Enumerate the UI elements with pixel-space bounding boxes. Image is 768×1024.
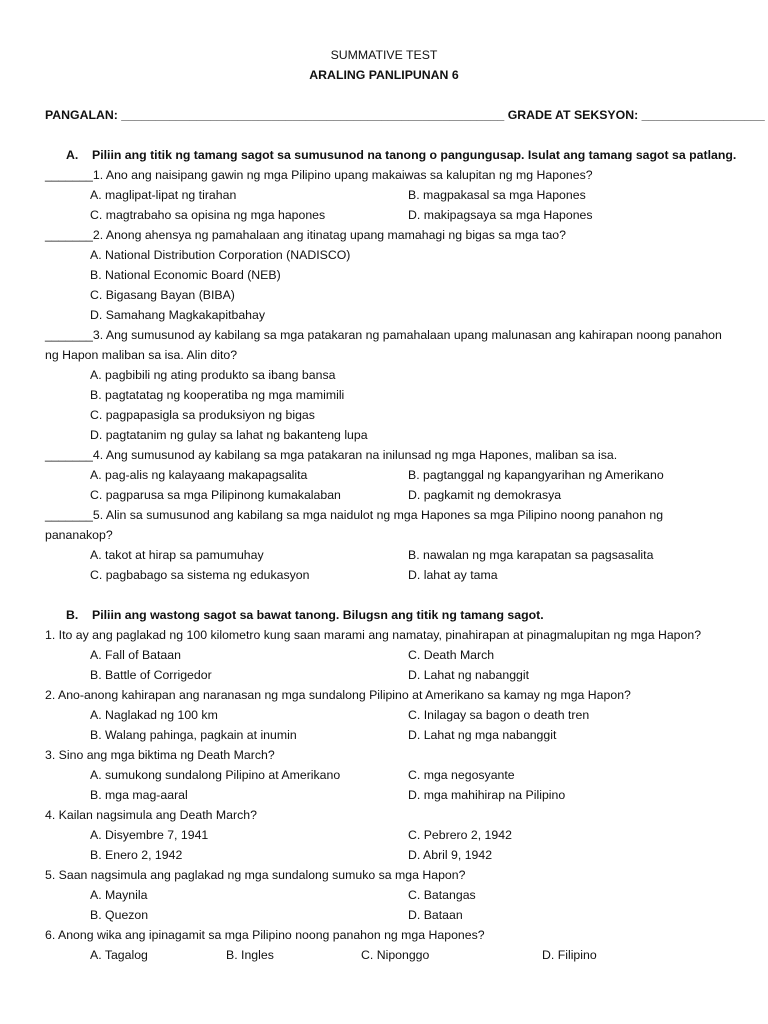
option: D. Samahang Magkakapitbahay (90, 308, 265, 322)
options-row (0, 565, 768, 585)
question-a-1: _______1. Ano ang naisipang gawin ng mga Pilipino upang makaiwas sa kalupitan ng mg Hapones? (45, 168, 593, 182)
section-a-instruction (0, 145, 768, 165)
option: B. Enero 2, 1942 (90, 848, 183, 862)
section-a-instruction-text: Piliin ang titik ng tamang sagot sa sumusunod na tanong o pangungusap. Isulat ang tamang sagot sa patlang. (92, 148, 737, 162)
option: B. Battle of Corrigedor (90, 668, 212, 682)
option: D. makipagsaya sa mga Hapones (408, 208, 593, 222)
name-label: PANGALAN: ________________________________________________________ (45, 108, 505, 122)
options-row (0, 205, 768, 225)
option: D. lahat ay tama (408, 568, 498, 582)
options-row (0, 665, 768, 685)
option: A. sumukong sundalong Pilipino at Amerikano (90, 768, 341, 782)
option: A. pagbibili ng ating produkto sa ibang bansa (90, 368, 336, 382)
options-row (0, 185, 768, 205)
options-row (0, 725, 768, 745)
option: D. pagkamit ng demokrasya (408, 488, 562, 502)
test-title: SUMMATIVE TEST (330, 48, 438, 62)
section-b-letter: B. (66, 608, 79, 622)
section-b-instruction-text: Piliin ang wastong sagot sa bawat tanong. Bilugsn ang titik ng tamang sagot. (92, 608, 544, 622)
options-row (0, 765, 768, 785)
option: A. maglipat-lipat ng tirahan (90, 188, 237, 202)
options-row (0, 545, 768, 565)
option: C. pagparusa sa mga Pilipinong kumakalaban (90, 488, 341, 502)
option: C. mga negosyante (408, 768, 515, 782)
options-row (0, 845, 768, 865)
option: D. Filipino (542, 948, 597, 962)
section-a (0, 145, 768, 585)
option: C. Batangas (408, 888, 476, 902)
question-a-2: _______2. Anong ahensya ng pamahalaan ang itinatag upang mamahagi ng bigas sa mga tao? (45, 228, 566, 242)
option: C. Pebrero 2, 1942 (408, 828, 512, 842)
option: B. mga mag-aaral (90, 788, 188, 802)
question-b-5: 5. Saan nagsimula ang paglakad ng mga sundalong sumuko sa mga Hapon? (45, 868, 466, 882)
options-row (0, 705, 768, 725)
question-b-4: 4. Kailan nagsimula ang Death March? (45, 808, 257, 822)
option: A. pag-alis ng kalayaang makapagsalita (90, 468, 308, 482)
option: B. nawalan ng mga karapatan sa pagsasalita (408, 548, 654, 562)
option: C. Bigasang Bayan (BIBA) (90, 288, 235, 302)
question-a-3: _______3. Ang sumusunod ay kabilang sa mga patakaran ng pamahalaan upang malunasan ang kahirapan noong panahon ng Hapon maliban sa isa. Alin dito? (45, 328, 722, 362)
option: C. Niponggo (361, 948, 430, 962)
section-a-letter: A. (66, 148, 79, 162)
option: A. Tagalog (90, 948, 148, 962)
options-row (0, 945, 768, 965)
name-grade-row (45, 105, 765, 125)
options-row (0, 885, 768, 905)
option: A. Disyembre 7, 1941 (90, 828, 209, 842)
options-row (0, 825, 768, 845)
options-row (0, 645, 768, 665)
option: B. Quezon (90, 908, 149, 922)
option: D. mga mahihirap na Pilipino (408, 788, 566, 802)
option: B. pagtatatag ng kooperatiba ng mga mamimili (90, 388, 345, 402)
option: A. Fall of Bataan (90, 648, 181, 662)
option: C. pagbabago sa sistema ng edukasyon (90, 568, 310, 582)
option: B. Ingles (226, 948, 274, 962)
option: C. magtrabaho sa opisina ng mga hapones (90, 208, 326, 222)
question-b-1: 1. Ito ay ang paglakad ng 100 kilometro kung saan marami ang namatay, pinahirapan at pinagmalupitan ng mga Hapon? (45, 628, 702, 642)
option: A. Maynila (90, 888, 148, 902)
question-a-4: _______4. Ang sumusunod ay kabilang sa mga patakaran na inilunsad ng mga Hapones, maliban sa isa. (45, 448, 618, 462)
option: D. Abril 9, 1942 (408, 848, 493, 862)
option: C. pagpapasigla sa produksiyon ng bigas (90, 408, 315, 422)
options-row (0, 905, 768, 925)
grade-section-label: GRADE AT SEKSYON: __________________ (507, 108, 765, 122)
option: C. Death March (408, 648, 495, 662)
section-b-instruction (0, 605, 768, 625)
option: B. Walang pahinga, pagkain at inumin (90, 728, 297, 742)
option: B. magpakasal sa mga Hapones (408, 188, 586, 202)
question-b-3: 3. Sino ang mga biktima ng Death March? (45, 748, 275, 762)
question-b-6: 6. Anong wika ang ipinagamit sa mga Pilipino noong panahon ng mga Hapones? (45, 928, 485, 942)
option: A. National Distribution Corporation (NADISCO) (90, 248, 351, 262)
question-a-5: _______5. Alin sa sumusunod ang kabilang sa mga naidulot ng mga Hapones sa mga Pilipino noong panahon ng pananakop? (45, 508, 664, 542)
option: A. takot at hirap sa pamumuhay (90, 548, 264, 562)
option: A. Naglakad ng 100 km (90, 708, 218, 722)
option: D. Lahat ng nabanggit (408, 668, 530, 682)
option: C. Inilagay sa bagon o death tren (408, 708, 590, 722)
section-b (0, 605, 768, 965)
option: D. Bataan (408, 908, 463, 922)
question-b-2: 2. Ano-anong kahirapan ang naranasan ng mga sundalong Pilipino at Amerikano sa kamay ng mga Hapon? (45, 688, 631, 702)
option: D. pagtatanim ng gulay sa lahat ng bakanteng lupa (90, 428, 368, 442)
option: B. National Economic Board (NEB) (90, 268, 281, 282)
option: B. pagtanggal ng kapangyarihan ng Amerikano (408, 468, 664, 482)
options-row (0, 465, 768, 485)
option: D. Lahat ng mga nabanggit (408, 728, 557, 742)
options-row (0, 485, 768, 505)
options-row (0, 785, 768, 805)
subject-title: ARALING PANLIPUNAN 6 (309, 68, 459, 82)
